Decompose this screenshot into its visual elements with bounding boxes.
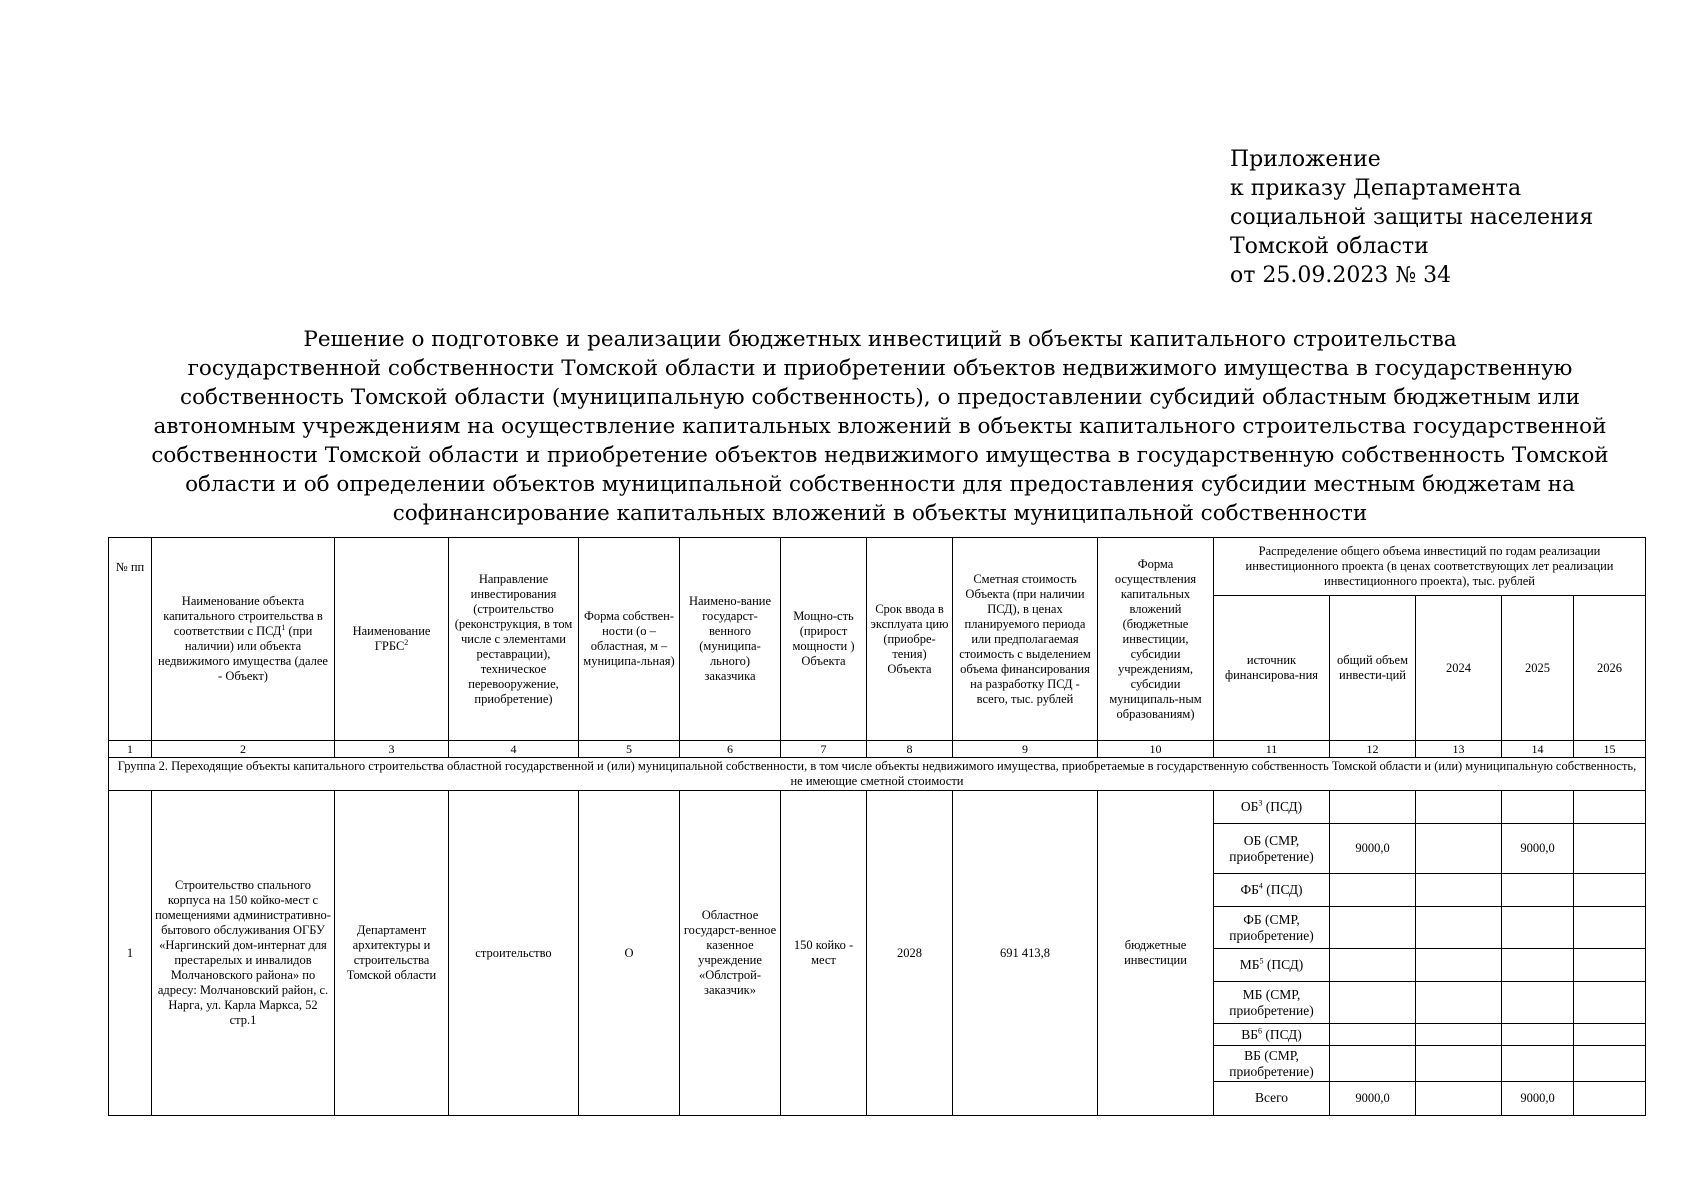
header-row (109, 538, 1646, 596)
footnote-marker: 1 (281, 622, 286, 632)
total-amount: 9000,0 (1330, 824, 1416, 874)
source-label-suffix: (ПСД) (1263, 957, 1304, 972)
footnote-marker: 6 (1258, 1026, 1263, 1035)
object-name: Строительство спального корпуса на 150 койко-мест с помещениями административно-бытового обслуживания ОГБУ «Наргинский дом-интернат для престарелых и инвалидов Молчановского района» по адресу: Молчановский район, с. Нарга, ул. Карла Маркса, 52 стр.1 (152, 791, 335, 1116)
header-direction: Направление инвестирования (строительство (реконструкция, в том числе с элементами реставрации), техническое перевооружение, приобретение) (449, 538, 579, 741)
header-object-name (152, 538, 335, 741)
total-amount (1330, 791, 1416, 824)
ownership-form: О (579, 791, 680, 1116)
group-row (109, 758, 1646, 791)
amount-2025: 9000,0 (1502, 1082, 1574, 1116)
header-investment-form: Форма осуществления капитальных вложений (бюджетные инвестиции, субсидии учреждениям, субсидии муниципаль-ным образованиям) (1098, 538, 1214, 741)
source-row (109, 791, 1646, 824)
total-amount: 9000,0 (1330, 1082, 1416, 1116)
title-line: Решение о подготовке и реализации бюджетных инвестиций в объекты капитального строительства (303, 327, 1457, 352)
source-label-suffix: (ПСД) (1262, 1026, 1302, 1042)
header-year-2025: 2025 (1502, 596, 1574, 741)
column-number: 14 (1502, 741, 1574, 758)
document-title (140, 325, 1620, 528)
column-number: 6 (680, 741, 781, 758)
header-customer: Наимено-вание государст-венного (муниципа-льного) заказчика (680, 538, 781, 741)
header-year-2026: 2026 (1574, 596, 1646, 741)
investment-table (108, 537, 1646, 1116)
column-number: 11 (1214, 741, 1330, 758)
amount-2025: 9000,0 (1502, 824, 1574, 874)
amount-2026 (1574, 1082, 1646, 1116)
amount-2024 (1416, 907, 1502, 949)
column-number: 8 (867, 741, 953, 758)
amount-2025 (1502, 982, 1574, 1024)
total-amount (1330, 907, 1416, 949)
investment-form: бюджетные инвестиции (1098, 791, 1214, 1116)
title-line: области и об определении объектов муниципальной собственности для предоставления субсидии местным бюджетам на (185, 472, 1575, 497)
amount-2025 (1502, 949, 1574, 982)
source-label (1214, 1024, 1330, 1046)
amount-2024 (1416, 791, 1502, 824)
column-number: 5 (579, 741, 680, 758)
amount-2026 (1574, 791, 1646, 824)
title-line: автономным учреждениям на осуществление капитальных вложений в объекты капитального строительства государственной (153, 414, 1607, 439)
appendix-line: Приложение (1230, 147, 1381, 172)
source-label (1214, 874, 1330, 907)
estimated-cost: 691 413,8 (953, 791, 1098, 1116)
source-label-text: МБ (1239, 957, 1260, 972)
source-label: ВБ (СМР, приобретение) (1214, 1046, 1330, 1082)
footnote-marker: 4 (1258, 881, 1263, 891)
header-distribution: Распределение общего объема инвестиций по годам реализации инвестиционного проекта (в ценах соответствующих лет реализации инвестиционного проекта), тыс. рублей (1214, 538, 1646, 596)
total-amount (1330, 1024, 1416, 1046)
source-label: ОБ (СМР, приобретение) (1214, 824, 1330, 874)
row-number: 1 (109, 791, 152, 1116)
commissioning-year: 2028 (867, 791, 953, 1116)
total-amount (1330, 982, 1416, 1024)
title-line: государственной собственности Томской области и приобретении объектов недвижимого имущества в государственную (187, 356, 1573, 381)
column-number: 2 (152, 741, 335, 758)
source-label: ФБ (СМР, приобретение) (1214, 907, 1330, 949)
amount-2024 (1416, 1046, 1502, 1082)
column-number: 4 (449, 741, 579, 758)
appendix-line: социальной защиты населения (1230, 205, 1594, 230)
source-label-text: ВБ (1241, 1026, 1259, 1042)
footnote-marker: 2 (404, 637, 409, 647)
column-numbers-row (109, 741, 1646, 758)
amount-2025 (1502, 874, 1574, 907)
appendix-line: от 25.09.2023 № 34 (1230, 263, 1452, 288)
header-ownership: Форма собствен-ности (о – областная, м – муниципа-льная) (579, 538, 680, 741)
investment-direction: строительство (449, 791, 579, 1116)
amount-2025 (1502, 791, 1574, 824)
header-number: № пп (109, 538, 152, 741)
header-cost: Сметная стоимость Объекта (при наличии ПСД), в ценах планируемого периода или предполагаемая стоимость с выделением объема финансирования на разработку ПСД - всего, тыс. рублей (953, 538, 1098, 741)
header-deadline: Срок ввода в эксплуата цию (приобре-тения) Объекта (867, 538, 953, 741)
column-number: 7 (781, 741, 867, 758)
amount-2026 (1574, 1024, 1646, 1046)
amount-2026 (1574, 824, 1646, 874)
amount-2024 (1416, 874, 1502, 907)
footnote-marker: 3 (1258, 798, 1263, 808)
amount-2024 (1416, 982, 1502, 1024)
amount-2025 (1502, 1046, 1574, 1082)
source-label-suffix: (ПСД) (1262, 799, 1303, 814)
amount-2024 (1416, 824, 1502, 874)
header-total: общий объем инвести-ций (1330, 596, 1416, 741)
amount-2024 (1416, 949, 1502, 982)
header-year-2024: 2024 (1416, 596, 1502, 741)
column-number: 1 (109, 741, 152, 758)
capacity: 150 койко - мест (781, 791, 867, 1116)
title-line: собственности Томской области и приобретение объектов недвижимого имущества в государственную собственность Томской (151, 443, 1609, 468)
customer-name: Областное государст-венное казенное учреждение «Облстрой-заказчик» (680, 791, 781, 1116)
source-label (1214, 949, 1330, 982)
grbs-name: Департамент архитектуры и строительства Томской области (335, 791, 449, 1116)
header-grbs-text: Наименование ГРБС (352, 624, 431, 653)
amount-2026 (1574, 949, 1646, 982)
appendix-line: Томской области (1230, 234, 1429, 259)
header-capacity: Мощно-сть (прирост мощности ) Объекта (781, 538, 867, 741)
group-heading: Группа 2. Переходящие объекты капитального строительства областной государственной и (или) муниципальной собственности, в том числе объекты недвижимого имущества, приобретаемые в государственную собственность Томской области и (или) муниципальную собственность, не имеющие сметной стоимости (109, 758, 1646, 791)
appendix-line: к приказу Департамента (1230, 176, 1522, 201)
amount-2026 (1574, 982, 1646, 1024)
column-number: 10 (1098, 741, 1214, 758)
amount-2025 (1502, 1024, 1574, 1046)
amount-2024 (1416, 1024, 1502, 1046)
source-label-text: ФБ (1240, 882, 1259, 897)
title-line: собственность Томской области (муниципальную собственность), о предоставлении субсидий областным бюджетным или (180, 385, 1580, 410)
total-amount (1330, 1046, 1416, 1082)
column-number: 12 (1330, 741, 1416, 758)
header-source: источник финансирова-ния (1214, 596, 1330, 741)
header-grbs (335, 538, 449, 741)
source-label-text: ОБ (1240, 799, 1259, 814)
amount-2026 (1574, 907, 1646, 949)
amount-2024 (1416, 1082, 1502, 1116)
column-number: 15 (1574, 741, 1646, 758)
amount-2026 (1574, 874, 1646, 907)
source-label: Всего (1214, 1082, 1330, 1116)
column-number: 9 (953, 741, 1098, 758)
title-line: софинансирование капитальных вложений в объекты муниципальной собственности (392, 501, 1368, 526)
footnote-marker: 5 (1259, 956, 1264, 966)
appendix-block (1230, 145, 1593, 290)
header-object-name-text-2: (при наличии) или объекта недвижимого имущества (далее - Объект) (158, 624, 328, 683)
source-label (1214, 791, 1330, 824)
column-number: 3 (335, 741, 449, 758)
column-number: 13 (1416, 741, 1502, 758)
source-label: МБ (СМР, приобретение) (1214, 982, 1330, 1024)
total-amount (1330, 874, 1416, 907)
header-object-name-text: Наименование объекта капитального строительства в соответствии с ПСД (163, 594, 323, 638)
source-label-suffix: (ПСД) (1262, 882, 1303, 897)
total-amount (1330, 949, 1416, 982)
amount-2026 (1574, 1046, 1646, 1082)
amount-2025 (1502, 907, 1574, 949)
